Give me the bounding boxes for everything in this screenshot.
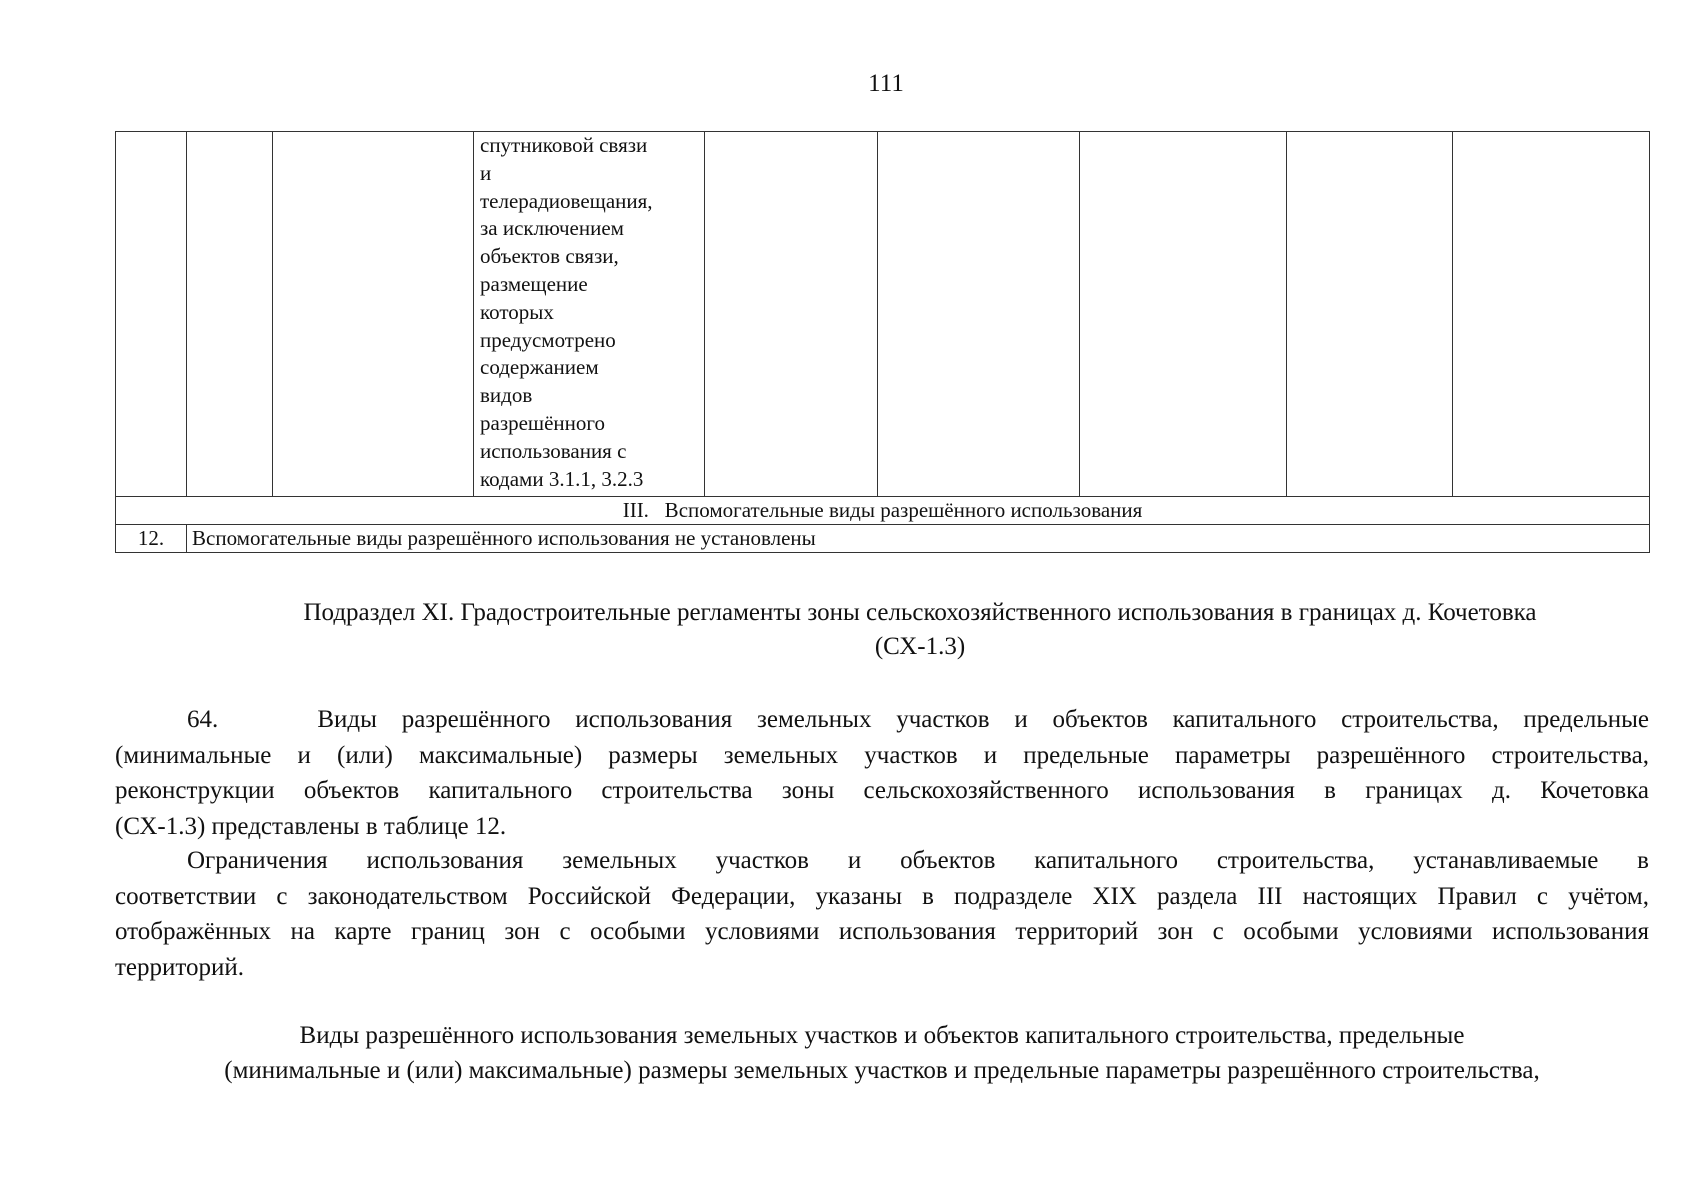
table-row-continuation [116, 132, 1650, 497]
table-cell-empty [273, 132, 474, 497]
description-line: содержанием [480, 355, 599, 380]
description-line: разрешённого [480, 410, 605, 435]
paragraph-line: реконструкции объектов капитального строительства зоны сельскохозяйственного использования в границах д. Кочетовка [115, 777, 1649, 804]
section-header-auxiliary-uses: III. Вспомогательные виды разрешённого использования [116, 497, 1650, 525]
table-row [116, 525, 1650, 553]
table-cell-empty [878, 132, 1080, 497]
description-line: использования с [480, 438, 627, 463]
table-caption-line: Виды разрешённого использования земельных участков и объектов капитального строительства, предельные [299, 1022, 1465, 1049]
table-cell-empty [1080, 132, 1287, 497]
table-cell-empty [1453, 132, 1650, 497]
description-line: спутниковой связи [480, 133, 648, 157]
paragraph-line: соответствии с законодательством Российской Федерации, указаны в подразделе XIX раздела III настоящих Правил с учётом, [115, 882, 1649, 910]
paragraph-line: (минимальные и (или) максимальные) размеры земельных участков и предельные параметры разрешённого строительства, [115, 741, 1649, 769]
paragraph-line: 64. Виды разрешённого использования земельных участков и объектов капитального строительства, предельные [187, 706, 1649, 733]
table-section-header-row [116, 497, 1650, 525]
paragraph-line: отображённых на карте границ зон с особыми условиями использования территорий зон с особыми условиями использования [115, 918, 1649, 945]
description-line: объектов связи, [480, 244, 619, 269]
paragraph-line: (СХ-1.3) представлены в таблице 12. [115, 812, 507, 840]
row-text: Вспомогательные виды разрешённого использования не установлены [187, 525, 1650, 553]
table-cell-empty [705, 132, 878, 497]
paragraph-restrictions [115, 843, 1649, 985]
description-line: и [480, 160, 492, 185]
row-number: 12. [116, 525, 187, 553]
table-cell-empty [187, 132, 273, 497]
subsection-heading [200, 596, 1640, 664]
paragraph-64 [115, 702, 1649, 844]
paragraph-line: территорий. [115, 953, 245, 981]
page-number: 111 [868, 70, 904, 97]
description-line: которых [480, 299, 554, 324]
description-line: за исключением [480, 216, 624, 241]
description-line: видов [480, 383, 533, 408]
regulations-table [115, 131, 1650, 553]
table-cell-use-description [474, 132, 705, 497]
description-line: кодами 3.1.1, 3.2.3 [480, 466, 644, 491]
table-cell-empty [1287, 132, 1453, 497]
table-caption-line: (минимальные и (или) максимальные) размеры земельных участков и предельные параметры разрешённого строительства, [224, 1057, 1540, 1084]
subsection-heading-line: Подраздел XI. Градостроительные регламенты зоны сельскохозяйственного использования в границах д. Кочетовка [303, 599, 1537, 626]
table-caption [115, 1018, 1649, 1088]
subsection-heading-line: (СХ-1.3) [874, 633, 966, 660]
description-line: предусмотрено [480, 327, 616, 352]
table-cell-empty [116, 132, 187, 497]
description-line: телерадиовещания, [480, 188, 653, 213]
paragraph-line: Ограничения использования земельных участков и объектов капитального строительства, устанавливаемые в [187, 847, 1649, 874]
description-line: размещение [480, 271, 588, 296]
